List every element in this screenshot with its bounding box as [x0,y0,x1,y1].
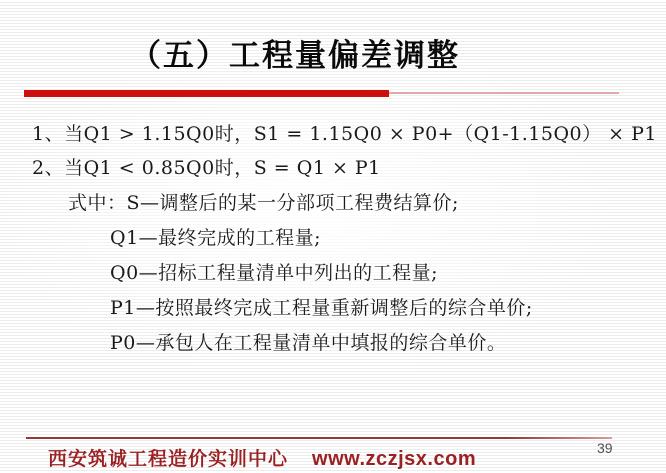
definition-q1: Q1—最终完成的工程量; [110,227,322,249]
footer [48,444,476,471]
formula-line-under-085: 2、当Q1 < 0.85Q0时，S = Q1 × P1 [32,157,381,179]
footer-organization: 西安筑诚工程造价实训中心 [48,448,289,470]
definition-s: 式中：S—调整后的某一分部项工程费结算价; [68,192,459,214]
page-number: 39 [597,440,613,456]
formula-line-over-115: 1、当Q1 > 1.15Q0时，S1 = 1.15Q0 × P0+（Q1-1.15Q0） × P1 [32,123,658,145]
slide-title: （五）工程量偏差调整 [130,38,460,74]
title-accent-thin-line [389,92,619,94]
title-accent-bar [24,90,389,97]
footer-divider [26,437,612,439]
footer-website: www.zczjsx.com [312,448,477,470]
definition-p1: P1—按照最终完成工程量重新调整后的综合单价; [110,297,533,319]
definition-q0: Q0—招标工程量清单中列出的工程量; [110,262,439,284]
definition-p0: P0—承包人在工程量清单中填报的综合单价。 [110,332,507,354]
